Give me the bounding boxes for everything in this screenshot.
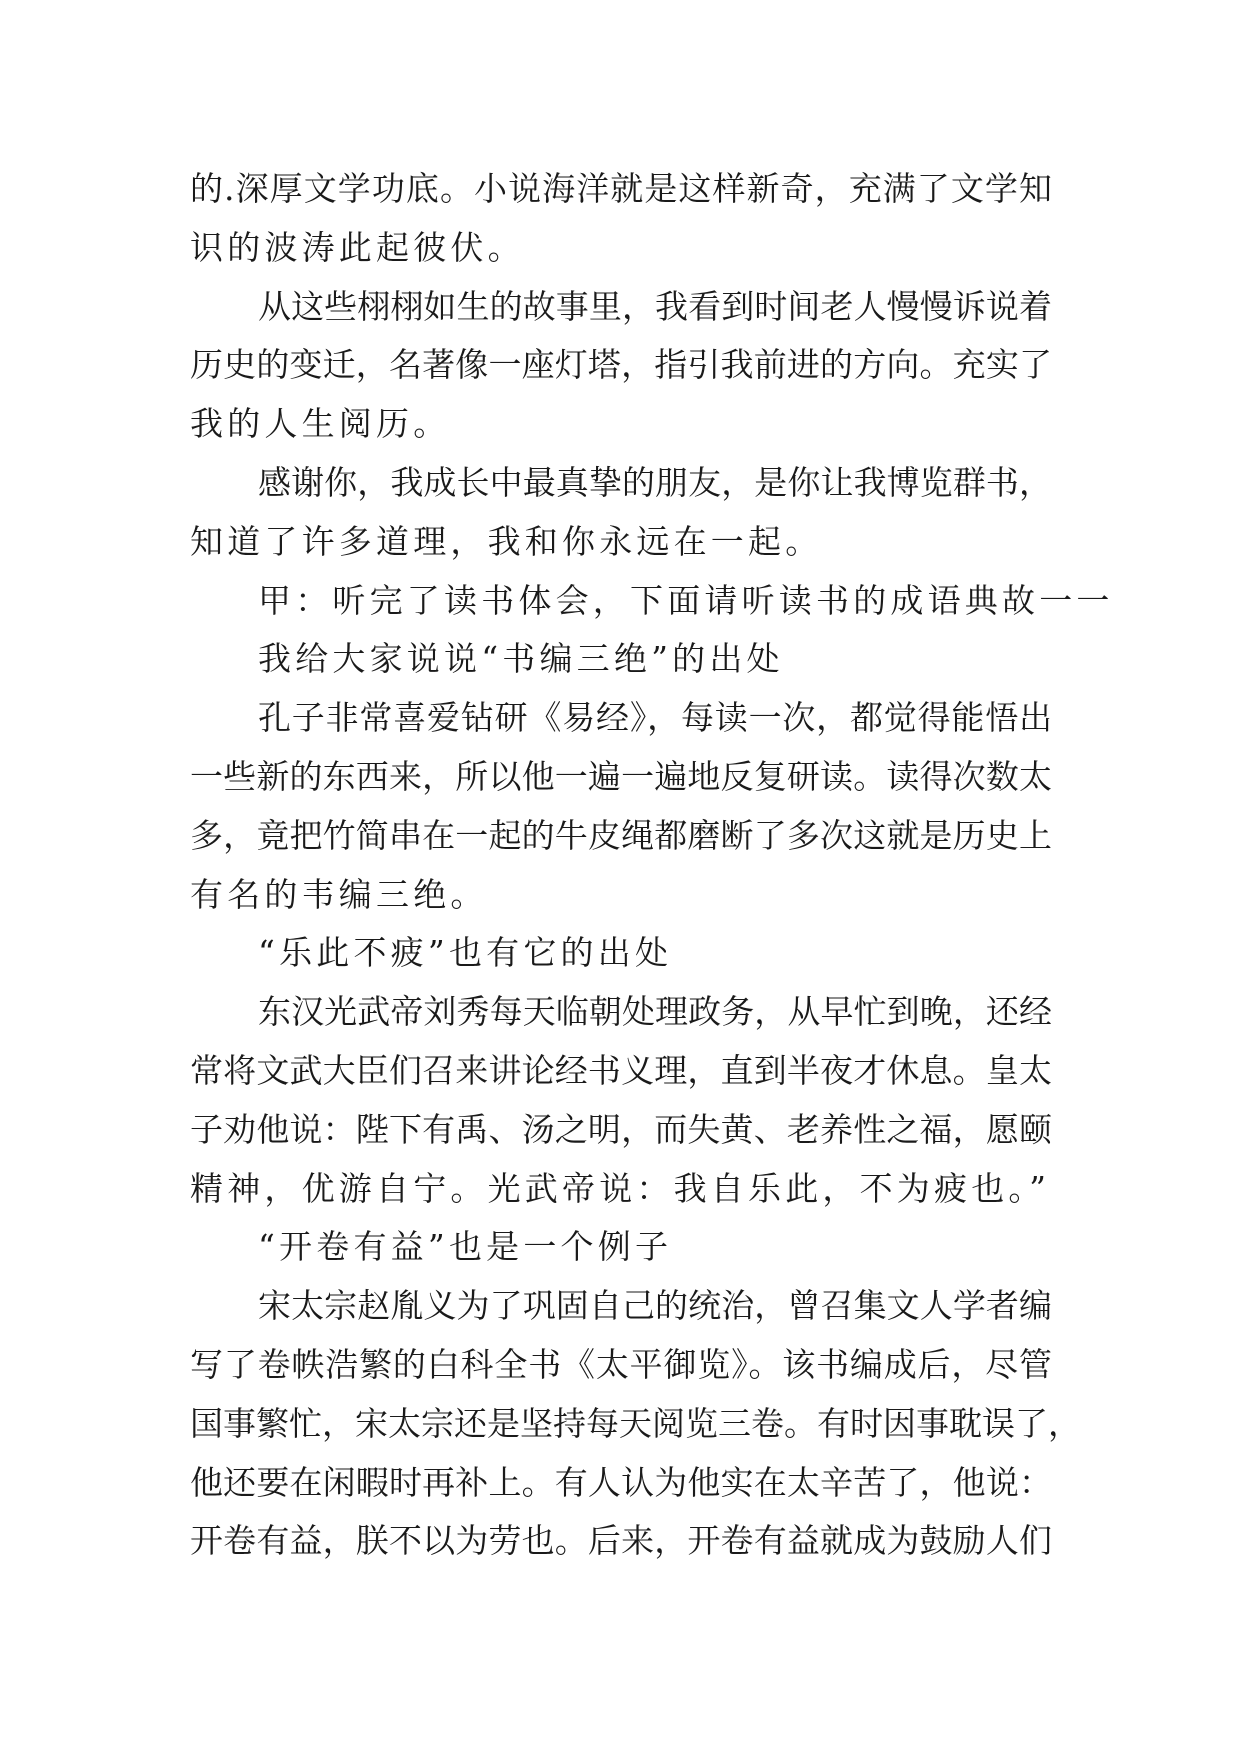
- text-line: 东汉光武帝刘秀每天临朝处理政务，从早忙到晚，还经: [258, 992, 1052, 1032]
- text-line: 感谢你，我成长中最真挚的朋友，是你让我博览群书，: [258, 462, 1052, 502]
- text-line: 一些新的东西来，所以他一遍一遍地反复研读。读得次数太: [190, 756, 1052, 796]
- text-line: 有名的韦编三绝。: [190, 874, 488, 914]
- body-text: [190, 160, 1114, 1571]
- text-line: 开卷有益，朕不以为劳也。后来，开卷有益就成为鼓励人们: [190, 1521, 1052, 1561]
- text-line: 知道了许多道理，我和你永远在一起。: [190, 521, 823, 561]
- text-line: 甲：听完了读书体会，下面请听读书的成语典故一一: [258, 580, 1114, 620]
- text-line: 识的波涛此起彼伏。: [190, 227, 525, 267]
- text-line: 的.深厚文学功底。小说海洋就是这样新奇，充满了文学知: [190, 169, 1052, 208]
- text-line: 写了卷帙浩繁的白科全书《太平御览》。该书编成后，尽管: [190, 1344, 1052, 1384]
- text-line: 精神，优游自宁。光武帝说：我自乐此，不为疲也。”: [190, 1168, 1051, 1208]
- text-line: 他还要在闲暇时再补上。有人认为他实在太辛苦了，他说：: [190, 1462, 1052, 1502]
- text-line: 从这些栩栩如生的故事里，我看到时间老人慢慢诉说着: [258, 286, 1052, 326]
- text-line: 我的人生阅历。: [190, 404, 451, 444]
- text-line: 国事繁忙，宋太宗还是坚持每天阅览三卷。有时因事耽误了，: [190, 1403, 1081, 1443]
- text-line: 子劝他说：陛下有禹、汤之明，而失黄、老养性之福，愿颐: [190, 1109, 1052, 1149]
- text-line: “开卷有益”也是一个例子: [258, 1227, 673, 1267]
- text-line: “乐此不疲”也有它的出处: [258, 933, 673, 973]
- text-line: 孔子非常喜爱钻研《易经》，每读一次，都觉得能悟出: [258, 698, 1052, 738]
- text-line: 历史的变迁，名著像一座灯塔，指引我前进的方向。充实了: [190, 345, 1052, 385]
- text-line: 多，竟把竹简串在一起的牛皮绳都磨断了多次这就是历史上: [190, 815, 1052, 855]
- text-line: 常将文武大臣们召来讲论经书义理，直到半夜才休息。皇太: [190, 1050, 1052, 1090]
- text-line: 我给大家说说“书编三绝”的出处: [258, 639, 784, 679]
- text-line: 宋太宗赵胤义为了巩固自己的统治，曾召集文人学者编: [258, 1286, 1052, 1326]
